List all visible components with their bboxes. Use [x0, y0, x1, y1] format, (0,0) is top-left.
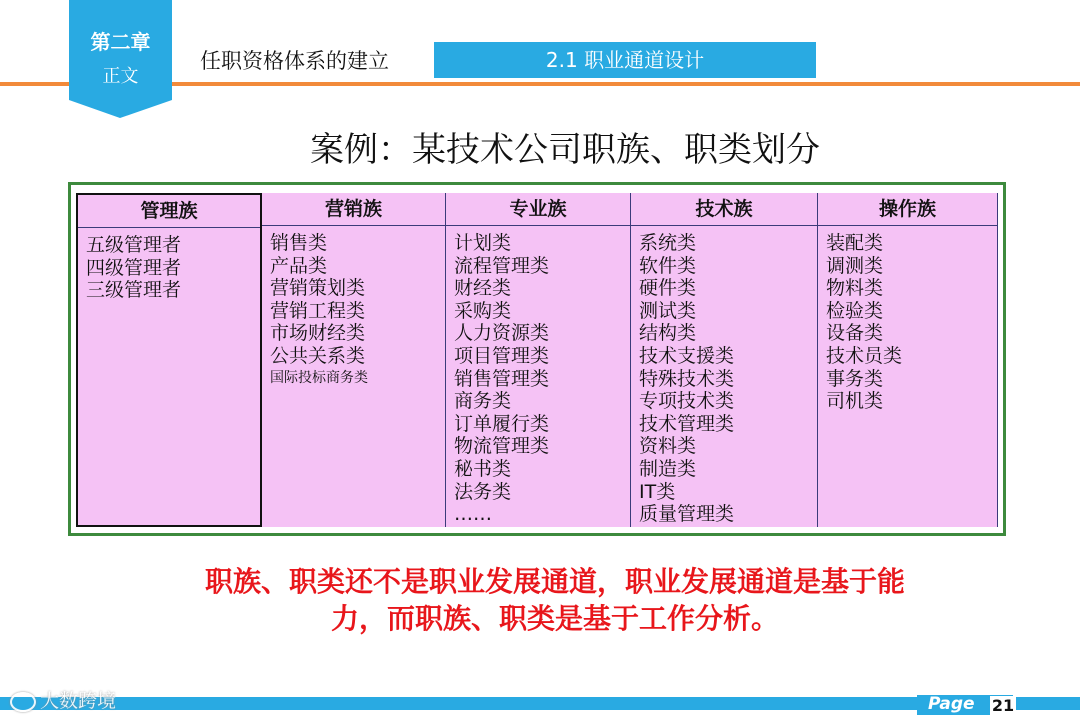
list-item: 三级管理者	[86, 279, 182, 302]
list-item: 软件类	[639, 254, 697, 277]
conclusion-line-1: 职族、职类还不是职业发展通道，职业发展通道是基于能	[204, 565, 905, 598]
list-item: 设备类	[826, 322, 884, 345]
list-item: 流程管理类	[454, 254, 550, 277]
column-header: 专业族	[446, 193, 630, 226]
list-item: 销售管理类	[454, 367, 550, 390]
column-header: 管理族	[78, 195, 260, 228]
list-item: 销售类	[270, 232, 328, 254]
watermark-logo-icon	[10, 692, 36, 712]
column-items	[446, 226, 630, 526]
list-item: 调测类	[826, 254, 884, 277]
column-header: 技术族	[631, 193, 817, 226]
list-item: 技术管理类	[639, 412, 735, 435]
page-label: Page	[928, 694, 975, 714]
list-item: 司机类	[826, 390, 884, 413]
column-operations	[818, 193, 998, 527]
list-item: IT类	[639, 480, 676, 503]
list-item: 专项技术类	[639, 390, 735, 413]
list-item: 结构类	[639, 322, 697, 345]
list-item: 质量管理类	[639, 503, 735, 526]
list-item: 商务类	[454, 390, 512, 413]
list-item: 财经类	[454, 277, 512, 300]
list-item: ……	[454, 503, 492, 526]
chapter-title: 第二章	[90, 30, 151, 54]
list-item: 制造类	[639, 457, 697, 480]
list-item: 装配类	[826, 232, 884, 254]
list-item: 技术支援类	[639, 344, 735, 367]
list-item: 市场财经类	[270, 322, 366, 345]
conclusion-line-2: 力，而职族、职类是基于工作分析。	[330, 602, 779, 635]
list-item: 秘书类	[454, 457, 512, 480]
list-item: 事务类	[826, 367, 884, 390]
list-item: 项目管理类	[454, 344, 550, 367]
list-item: 硬件类	[639, 277, 697, 300]
list-item: 订单履行类	[454, 412, 550, 435]
list-item: 检验类	[826, 299, 884, 322]
column-management	[76, 193, 262, 527]
page-header-title: 任职资格体系的建立	[200, 49, 389, 73]
list-item: 五级管理者	[86, 234, 182, 256]
list-item: 资料类	[639, 435, 697, 458]
list-item: 特殊技术类	[639, 367, 735, 390]
column-header: 操作族	[818, 193, 997, 226]
chapter-tab	[69, 0, 172, 118]
list-item: 测试类	[639, 299, 697, 322]
column-marketing	[262, 193, 446, 527]
column-technical	[631, 193, 818, 527]
list-item: 物流管理类	[454, 435, 550, 458]
column-header: 营销族	[262, 193, 445, 226]
list-item: 系统类	[639, 232, 697, 254]
list-item: 营销工程类	[270, 299, 366, 322]
job-family-table	[76, 193, 998, 527]
list-item: 法务类	[454, 480, 512, 503]
list-item: 产品类	[270, 254, 328, 277]
list-item: 计划类	[454, 232, 512, 254]
column-professional	[446, 193, 631, 527]
slide-title: 案例：某技术公司职族、职类划分	[310, 130, 820, 170]
list-item: 营销策划类	[270, 277, 366, 300]
column-items	[631, 226, 817, 526]
watermark	[10, 686, 116, 713]
section-title-bar: 2.1 职业通道设计	[434, 42, 816, 78]
list-item: 采购类	[454, 299, 512, 322]
list-item: 公共关系类	[270, 344, 366, 367]
column-items	[262, 226, 445, 388]
list-item: 人力资源类	[454, 322, 550, 345]
list-item: 物料类	[826, 277, 884, 300]
chapter-tab-shape	[69, 0, 172, 118]
watermark-text: 大数跨境	[40, 690, 117, 712]
page-number: 21	[991, 696, 1015, 715]
list-item: 国际投标商务类	[270, 369, 368, 386]
list-item: 技术员类	[826, 344, 903, 367]
column-items	[818, 226, 997, 413]
list-item: 四级管理者	[86, 256, 182, 279]
chapter-subtitle: 正文	[102, 66, 139, 87]
column-items	[78, 228, 260, 302]
